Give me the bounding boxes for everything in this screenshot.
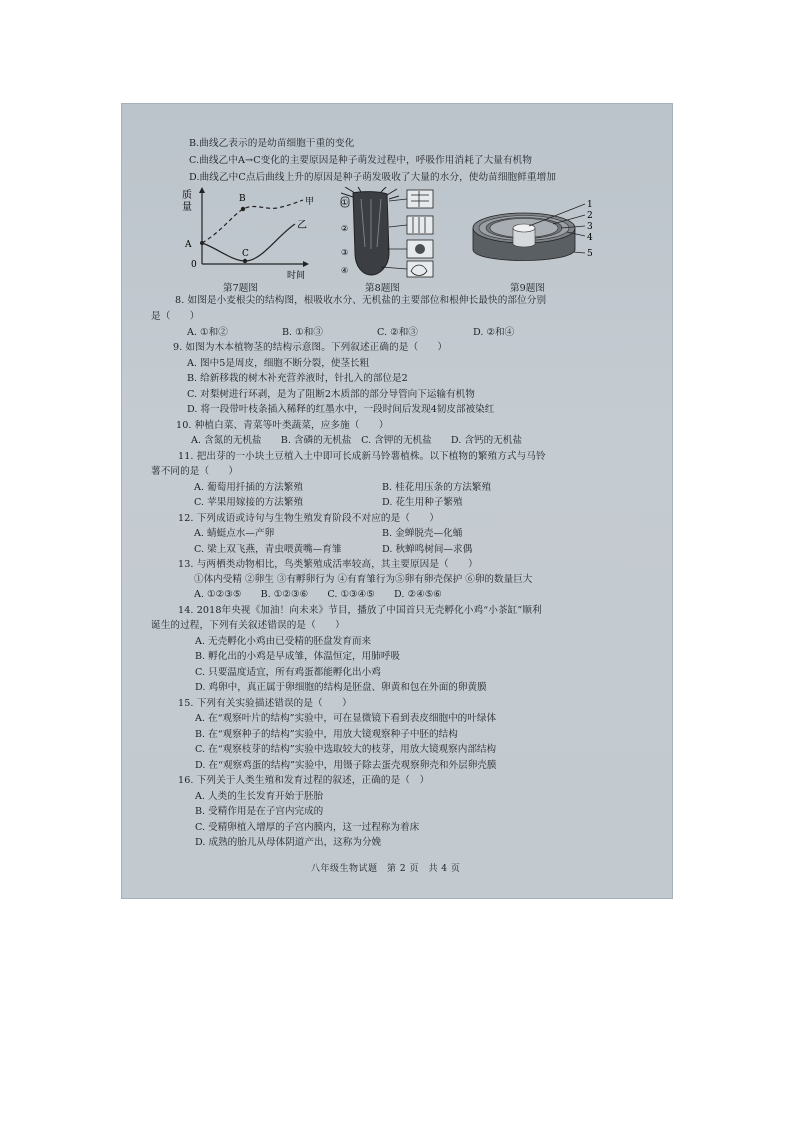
q7-option-c: C.曲线乙中A→C变化的主要原因是种子萌发过程中，呼吸作用消耗了大量有机物 [189, 155, 533, 166]
q15-option-a: A. 在“观察叶片的结构”实验中，可在显微镜下看到表皮细胞中的叶绿体 [195, 713, 497, 724]
q14-option-d: D. 鸡卵中，真正属于卵细胞的结构是胚盘、卵黄和包在外面的卵黄膜 [195, 682, 487, 693]
fig7-graph [177, 186, 317, 281]
q15-option-d: D. 在“观察鸡蛋的结构”实验中，用镊子除去蛋壳观察卵壳和外层卵壳膜 [195, 760, 497, 771]
fig9-marker-4: 4 [587, 233, 593, 243]
q14-option-b: B. 孵化出的小鸡是早成雏，体温恒定，用肺呼吸 [195, 651, 401, 662]
q15-option-b: B. 在“观察种子的结构”实验中，用放大镜观察种子中胚的结构 [195, 729, 458, 740]
q9-stem: 9. 如图为木本植物茎的结构示意图。下列叙述正确的是（ ） [173, 342, 448, 353]
q11-option-c: C. 苹果用嫁接的方法繁殖 [194, 497, 304, 508]
fig7-x-label: 时间 [287, 271, 306, 281]
fig7-series-yi: 乙 [297, 220, 307, 231]
q9-option-a: A. 图中5是周皮，细胞不断分裂，使茎长粗 [187, 358, 370, 369]
fig7-point-a [200, 241, 204, 245]
q7-option-d: D.曲线乙中C点后曲线上升的原因是种子萌发吸收了大量的水分，使幼苗细胞鲜重增加 [189, 172, 557, 183]
q9-option-d: D. 将一段带叶枝条插入稀释的红墨水中，一段时间后发现4韧皮部被染红 [187, 404, 495, 415]
fig7-point-c [243, 259, 247, 263]
q7-option-b: B.曲线乙表示的是幼苗细胞干重的变化 [189, 138, 355, 149]
fig8-marker-4: ④ [341, 266, 349, 275]
q14-option-a: A. 无壳孵化小鸡由已受精的胚盘发育而来 [195, 636, 372, 647]
q9-option-c: C. 对梨树进行环剥，是为了阻断2木质部的部分导管向下运输有机物 [187, 389, 475, 400]
q14-stem-2: 诞生的过程，下列有关叙述错误的是（ ） [151, 620, 345, 631]
fig7-caption: 第7题图 [223, 283, 258, 294]
fig7-y-label-1: 质 [182, 190, 192, 201]
q12-option-d: D. 秋蝉鸣树间—求偶 [382, 544, 473, 555]
q10-options: A. 含氮的无机盐 B. 含磷的无机盐 C. 含钾的无机盐 D. 含钙的无机盐 [191, 435, 522, 446]
fig7-point-b-label: B [239, 194, 246, 204]
q16-option-b: B. 受精作用是在子宫内完成的 [195, 806, 324, 817]
q9-option-b: B. 给新移栽的树木补充营养液时，针扎入的部位是2 [187, 373, 408, 384]
q10-stem: 10. 种植白菜、青菜等叶类蔬菜，应多施（ ） [176, 420, 389, 431]
fig9-marker-2: 2 [587, 211, 593, 221]
q12-option-c: C. 梁上双飞燕，青虫喂黄嘴—育雏 [194, 544, 342, 555]
q8-option-b: B. ①和③ [282, 327, 323, 338]
fig9-caption: 第9题图 [510, 283, 545, 294]
q12-stem: 12. 下列成语或诗句与生物生殖发育阶段不对应的是（ ） [178, 513, 440, 524]
q15-option-c: C. 在“观察枝芽的结构”实验中选取较大的枝芽，用放大镜观察内部结构 [195, 744, 497, 755]
q16-option-a: A. 人类的生长发育开始于胚胎 [195, 791, 324, 802]
q11-option-a: A. 葡萄用扦插的方法繁殖 [194, 482, 303, 493]
q12-option-b: B. 金蝉脱壳—化蛹 [382, 528, 463, 539]
q11-option-b: B. 桂花用压条的方法繁殖 [382, 482, 492, 493]
fig9-stem-section [463, 198, 613, 273]
exam-page [121, 103, 673, 899]
q13-options: A. ①②③⑤ B. ①②③⑥ C. ①③④⑤ D. ②④⑤⑥ [194, 589, 442, 600]
fig8-marker-3: ③ [341, 248, 349, 257]
q8-option-d: D. ②和④ [473, 327, 515, 338]
fig8-root-tip [331, 187, 441, 279]
fig7-origin: 0 [191, 260, 197, 270]
q8-option-a: A. ①和② [187, 327, 228, 338]
fig8-cell-box-1 [407, 190, 433, 208]
q11-stem-1: 11. 把出芽的一小块土豆植入土中即可长成新马铃薯植株。以下植物的繁殖方式与马铃 [178, 451, 546, 462]
fig7-point-b [241, 207, 245, 211]
fig8-cell-box-4 [407, 261, 433, 277]
q11-option-d: D. 花生用种子繁殖 [382, 497, 463, 508]
q13-stem: 13. 与两栖类动物相比，鸟类繁殖成活率较高，其主要原因是（ ） [178, 559, 478, 570]
q14-option-c: C. 只要温度适宜，所有鸡蛋都能孵化出小鸡 [195, 667, 381, 678]
q16-stem: 16. 下列关于人类生殖和发育过程的叙述，正确的是（ ） [178, 775, 430, 786]
q13-items: ①体内受精 ②卵生 ③有孵卵行为 ④有育雏行为⑤卵有卵壳保护 ⑥卵的数量巨大 [194, 574, 533, 585]
fig7-point-c-label: C [242, 249, 249, 259]
fig7-curve-jia [202, 200, 303, 243]
fig8-caption: 第8题图 [365, 283, 400, 294]
fig9-marker-1: 1 [587, 200, 593, 210]
q8-option-c: C. ②和③ [377, 327, 418, 338]
fig7-y-label-2: 量 [182, 202, 192, 213]
fig8-marker-2: ② [341, 224, 349, 233]
q11-stem-2: 薯不同的是（ ） [151, 466, 239, 477]
fig8-cell-box-2 [407, 216, 433, 234]
q14-stem-1: 14. 2018年央视《加油！向未来》节目，播放了中国首只无壳孵化小鸡“小茶缸”顺利 [178, 605, 542, 616]
q12-option-a: A. 蜻蜓点水—产卵 [194, 528, 275, 539]
fig7-point-a-label: A [185, 240, 192, 250]
page-footer: 八年级生物试题 第 2 页 共 4 页 [311, 864, 461, 874]
q15-stem: 15. 下列有关实验描述错误的是（ ） [178, 698, 352, 709]
fig9-marker-3: 3 [587, 222, 593, 232]
q8-stem-2: 是（ ） [151, 311, 200, 322]
fig8-marker-1: ① [341, 198, 349, 207]
fig7-series-jia: 甲 [305, 197, 315, 207]
q8-stem-1: 8. 如图是小麦根尖的结构图，根吸收水分、无机盐的主要部位和根伸长最快的部位分别 [175, 295, 547, 306]
fig9-marker-5: 5 [587, 249, 593, 259]
q16-option-c: C. 受精卵植入增厚的子宫内膜内，这一过程称为着床 [195, 822, 420, 833]
q16-option-d: D. 成熟的胎儿从母体阴道产出，这称为分娩 [195, 837, 382, 848]
